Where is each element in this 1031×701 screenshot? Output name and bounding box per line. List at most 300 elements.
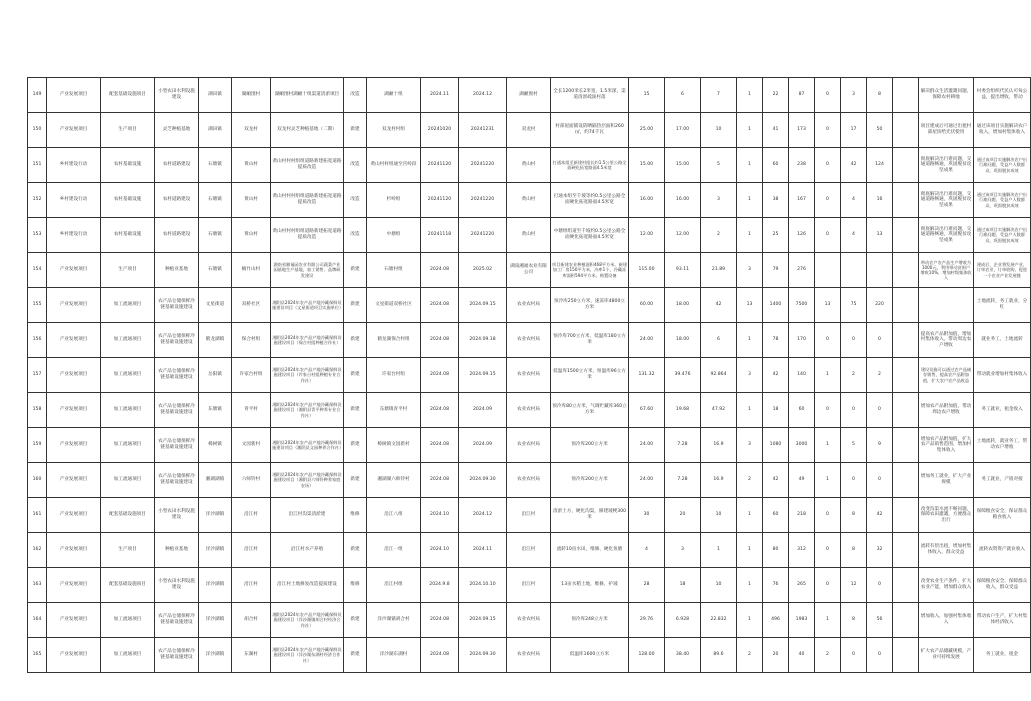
table-cell: 湘阴县2024年农产品产地冷藏保鲜设施建设项目（洋沙湖东湖村经济合作社）	[271, 638, 344, 673]
table-cell: 产业发展项目	[47, 533, 101, 568]
table-cell: 20	[763, 638, 789, 673]
table-cell: 打通本组至千坡等约0.5公里公路全面硬化拓宽路面4.5米宽	[551, 183, 629, 218]
table-cell: 38	[763, 183, 789, 218]
table-cell: 中塘组组道至千坡约0.5公里公路全面硬化拓宽路面4.5米宽	[551, 218, 629, 253]
table-cell: 10	[701, 498, 737, 533]
table-cell	[893, 568, 919, 603]
table-cell: 2024.12	[459, 498, 507, 533]
table-cell: 务工就业，产销对接	[974, 463, 1031, 498]
table-cell: 沿江村组	[367, 568, 421, 603]
table-cell: 石塘镇	[199, 218, 232, 253]
table-cell: 沿江八组	[367, 498, 421, 533]
table-cell: 流转有偿出租，增加村集体收入，群众受益	[919, 533, 974, 568]
table-cell: 78	[763, 323, 789, 358]
table-cell: 改造	[344, 78, 367, 113]
table-cell: 42	[867, 498, 893, 533]
table-cell: 农业农村局	[507, 393, 551, 428]
table-cell: 42	[763, 463, 789, 498]
table-cell: 18.00	[665, 288, 701, 323]
table-cell: 农村基础设施	[101, 218, 155, 253]
table-cell: 湖南湘福农业有限公司	[507, 253, 551, 288]
table-cell: 文园新村	[232, 428, 271, 463]
table-cell: 15.00	[629, 148, 665, 183]
table-cell: 115.00	[629, 253, 665, 288]
table-cell: 2024.08	[421, 253, 459, 288]
table-cell: 161	[28, 498, 47, 533]
table-cell: 8	[841, 498, 867, 533]
table-cell	[893, 393, 919, 428]
table-cell: 农业农村局	[507, 603, 551, 638]
table-cell: 沿江村沟渠清淤建	[271, 498, 344, 533]
table-cell: 157	[28, 358, 47, 393]
table-cell: 10	[701, 113, 737, 148]
table-cell: 楠竹山村	[232, 253, 271, 288]
table-cell: 洋沙湖镇胡合村	[367, 603, 421, 638]
table-cell: 1	[737, 148, 763, 183]
table-cell: 改变沟渠水流不畅问题，保障农田灌溉，方便群众出行	[919, 498, 974, 533]
table-cell: 种植业基地	[155, 533, 199, 568]
table-cell: 许家台村组	[367, 358, 421, 393]
table-cell: 扩大农产品储藏规模，产业可持续发展	[919, 638, 974, 673]
table-cell: 165	[28, 638, 47, 673]
table-cell: 农村基础设施	[101, 148, 155, 183]
table-cell: 149	[28, 78, 47, 113]
table-cell: 农村道路建设	[155, 218, 199, 253]
table-row	[28, 463, 1031, 498]
table-row	[28, 428, 1031, 463]
table-cell	[893, 533, 919, 568]
table-cell: 1983	[789, 603, 815, 638]
table-cell: 黄山村	[507, 218, 551, 253]
table-cell: 89.6	[701, 638, 737, 673]
table-cell: 保障粮食安全，保证群众粮食收入	[974, 498, 1031, 533]
table-cell: 产业发展项目	[47, 323, 101, 358]
table-cell: 项目建成后可通过出租村部屋顶给光伏使用	[919, 113, 974, 148]
table-cell: 9	[867, 428, 893, 463]
table-cell: 93.11	[665, 253, 701, 288]
table-cell: 16	[867, 183, 893, 218]
table-cell: 增加农产品附加值，带动周边农户增收	[919, 393, 974, 428]
table-cell: 务工就业，租金收入	[974, 393, 1031, 428]
table-cell: 小型农田水利设施建设	[155, 568, 199, 603]
table-cell: 2024.08	[421, 428, 459, 463]
table-cell: 石塘镇	[199, 183, 232, 218]
table-cell: 全长1200米长2米宽，1.5米深，渠道清淤疏浚村落	[551, 78, 629, 113]
table-cell: 24.00	[629, 428, 665, 463]
table-cell: 67.60	[629, 393, 665, 428]
table-cell: 农村道路建设	[155, 183, 199, 218]
table-cell: 沿江村	[507, 533, 551, 568]
table-cell: 79	[763, 253, 789, 288]
table-cell: 2	[737, 463, 763, 498]
table-cell: 湖田镇	[199, 78, 232, 113]
table-cell: 2024.09	[459, 393, 507, 428]
table-cell: 加工流通项目	[101, 463, 155, 498]
table-row	[28, 603, 1031, 638]
table-cell: 0	[867, 323, 893, 358]
table-cell: 4	[629, 533, 665, 568]
table-cell: 沿江村	[232, 568, 271, 603]
table-cell: 0	[815, 183, 841, 218]
table-cell: 16.9	[701, 463, 737, 498]
table-cell: 0	[815, 568, 841, 603]
table-cell: 黄山村村组通至宫岭段	[367, 148, 421, 183]
table-cell: 6	[701, 323, 737, 358]
table-cell: 5	[701, 148, 737, 183]
table-cell: 双桥社区	[232, 288, 271, 323]
table-cell: 通过该项目实施解决农户出行难问题，受益户人数群众，巩固脱贫成效	[974, 183, 1031, 218]
table-cell: 樟树镇	[199, 428, 232, 463]
table-cell: 农产品仓储保鲜冷链基础设施建设	[155, 603, 199, 638]
table-cell	[867, 253, 893, 288]
table-cell: 产业发展项目	[47, 358, 101, 393]
table-cell: 维修	[344, 498, 367, 533]
table-cell	[893, 183, 919, 218]
table-cell: 20241220	[459, 218, 507, 253]
table-cell: 19.68	[665, 393, 701, 428]
table-cell: 文星街道	[199, 288, 232, 323]
table-cell: 24.00	[629, 463, 665, 498]
table-cell: 8	[841, 533, 867, 568]
table-cell: 流转10亩水田，维修、硬化鱼塘	[551, 533, 629, 568]
table-cell: 2024.10	[421, 533, 459, 568]
table-cell: 4	[841, 218, 867, 253]
table-cell	[893, 148, 919, 183]
table-cell: 农产品仓储保鲜冷链基础设施建设	[155, 323, 199, 358]
table-cell: 2	[867, 358, 893, 393]
table-cell: 20241120	[421, 148, 459, 183]
table-cell: 农业农村局	[507, 463, 551, 498]
table-cell: 沿江村	[507, 568, 551, 603]
table-cell: 彻底解决出行难问题，交通道路畅通，巩固脱贫攻坚成果	[919, 183, 974, 218]
table-cell: 3000	[789, 428, 815, 463]
table-cell: 1	[701, 533, 737, 568]
table-row	[28, 638, 1031, 673]
table-cell: 10	[701, 568, 737, 603]
table-cell: 25.00	[629, 113, 665, 148]
table-cell: 2	[701, 218, 737, 253]
table-cell: 黄山村村村组组道路新建拓宽道路提质改造	[271, 148, 344, 183]
table-cell: 农业农村局	[507, 323, 551, 358]
table-cell: 1	[815, 463, 841, 498]
table-cell: 新建	[344, 113, 367, 148]
table-cell: 湘阴县2024年农产品产地冷藏保鲜设施建设项目（许家台村组种植专业合作社）	[271, 358, 344, 393]
table-cell: 0	[815, 218, 841, 253]
table-cell: 改变农业生产条件，扩大农业产能，增加群众收入	[919, 568, 974, 603]
table-cell: 40	[789, 638, 815, 673]
table-cell: 160	[28, 463, 47, 498]
table-cell: 17.00	[665, 113, 701, 148]
table-row	[28, 218, 1031, 253]
table-row	[28, 78, 1031, 113]
table-cell: 2024.08	[421, 323, 459, 358]
table-cell: 28	[629, 568, 665, 603]
table-cell: 新建	[344, 323, 367, 358]
table-cell: 2024.09.18	[459, 323, 507, 358]
table-cell: 加工流通项目	[101, 638, 155, 673]
table-cell: 18.00	[665, 323, 701, 358]
table-cell: 5	[841, 428, 867, 463]
table-cell: 2	[841, 358, 867, 393]
table-cell: 通过该项目实施解决农户出行难问题，受益户人数群众，巩固脱贫成效	[974, 218, 1031, 253]
table-cell: 18	[763, 393, 789, 428]
table-cell: 39.476	[665, 358, 701, 393]
table-cell: 0	[867, 638, 893, 673]
project-table	[27, 77, 1031, 673]
table-row	[28, 393, 1031, 428]
table-cell: 种植业基地	[155, 253, 199, 288]
table-cell: 新建	[344, 288, 367, 323]
table-cell: 产业发展项目	[47, 113, 101, 148]
table-cell: 青平村	[232, 393, 271, 428]
table-cell: 162	[28, 533, 47, 568]
table-cell: 新建	[344, 603, 367, 638]
table-cell: 打通本组至新建村组长约1.5公里公路全面硬化拓宽路面4.5米宽	[551, 148, 629, 183]
table-cell	[893, 323, 919, 358]
table-cell: 洋沙湖镇	[199, 533, 232, 568]
table-cell: 土地流转，务工就业，分红	[974, 288, 1031, 323]
table-cell: 农村基础设施	[101, 183, 155, 218]
table-cell: 中塘组	[367, 218, 421, 253]
table-row	[28, 358, 1031, 393]
table-cell: 双龙村灵芝种植基地（二期）	[271, 113, 344, 148]
table-cell: 60.00	[629, 288, 665, 323]
table-cell: 带动农户农产品生产增收为1000元，利用带动贫困户增收10%，增加村级集体收入	[919, 253, 974, 288]
table-cell: 双龙村	[507, 113, 551, 148]
table-cell: 1	[737, 393, 763, 428]
table-cell: 土地流转，就业务工，带动农户增收	[974, 428, 1031, 463]
table-cell: 洋沙湖镇	[199, 638, 232, 673]
table-cell: 许家台村组	[232, 358, 271, 393]
table-cell: 石塘镇	[199, 253, 232, 288]
table-cell: 黄山村	[507, 148, 551, 183]
table-cell: 3	[737, 358, 763, 393]
table-cell: 产业发展项目	[47, 638, 101, 673]
table-cell: 鹤龙湖镇	[199, 323, 232, 358]
table-cell: 3	[665, 533, 701, 568]
table-cell: 75	[841, 288, 867, 323]
table-cell: 新建	[344, 463, 367, 498]
table-cell	[893, 113, 919, 148]
table-cell: 沿江村土地修复改造提质建设	[271, 568, 344, 603]
table-cell: 新建	[344, 638, 367, 673]
table-cell: 保障粮食安全，保障群众收入，群众受益	[974, 568, 1031, 603]
table-cell: 0	[841, 323, 867, 358]
table-cell	[893, 358, 919, 393]
table-cell: 220	[867, 288, 893, 323]
table-cell: 1	[815, 603, 841, 638]
table-cell: 农产品仓储保鲜冷链基础设施建设	[155, 638, 199, 673]
table-cell: 湘阴县2024年农产品产地冷藏保鲜设施建设项目（湘阴县六师铃种养家庭农场）	[271, 463, 344, 498]
table-cell	[893, 603, 919, 638]
table-cell: 预冷库200立方米	[551, 463, 629, 498]
table-cell: 生产项目	[101, 253, 155, 288]
table-cell: 0	[815, 498, 841, 533]
table-cell: 151	[28, 148, 47, 183]
table-cell: 沿江村	[232, 533, 271, 568]
table-cell: 1	[737, 323, 763, 358]
table-cell: 村委会组织代民认可每公益，提出增收，带动	[974, 78, 1031, 113]
table-cell: 农产品仓储保鲜冷链基础设施建设	[155, 288, 199, 323]
table-cell: 0	[841, 638, 867, 673]
table-cell: 1	[737, 183, 763, 218]
table-cell: 13亩水稻土地，维修，护坡	[551, 568, 629, 603]
table-row	[28, 568, 1031, 603]
table-cell: 154	[28, 253, 47, 288]
table-cell: 产业发展项目	[47, 603, 101, 638]
table-cell: 新建	[344, 253, 367, 288]
table-cell: 洋沙湖东湖村	[367, 638, 421, 673]
table-cell: 加工流通项目	[101, 288, 155, 323]
table-cell: 农产品仓储保鲜冷链基础设施建设	[155, 428, 199, 463]
table-cell: 7	[701, 78, 737, 113]
table-cell: 13	[815, 288, 841, 323]
table-cell: 7.28	[665, 428, 701, 463]
table-cell: 2024.09.30	[459, 638, 507, 673]
table-cell: 20241231	[459, 113, 507, 148]
table-cell: 1	[737, 113, 763, 148]
table-cell: 农产品仓储保鲜冷链基础设施建设	[155, 358, 199, 393]
table-cell: 新建	[344, 393, 367, 428]
table-cell: 32	[867, 533, 893, 568]
table-cell: 164	[28, 603, 47, 638]
table-cell: 20241020	[421, 113, 459, 148]
table-cell: 42	[701, 288, 737, 323]
table-cell: 3	[701, 183, 737, 218]
table-cell: 12.00	[629, 218, 665, 253]
table-cell: 黄山村	[232, 148, 271, 183]
table-cell: 276	[789, 253, 815, 288]
table-cell: 42	[841, 148, 867, 183]
table-cell: 配套基础设施项目	[101, 498, 155, 533]
table-cell: 140	[789, 358, 815, 393]
table-cell: 洋沙湖镇	[199, 568, 232, 603]
table-cell: 湘阴县2024年农产品产地冷藏保鲜设施建设项目（湘阴县文园种养合作社）	[271, 428, 344, 463]
table-cell: 预冷库700立方米，低温库180立方米	[551, 323, 629, 358]
table-cell: 东塘镇青平村	[367, 393, 421, 428]
table-cell: 1	[737, 78, 763, 113]
table-cell: 维修	[344, 568, 367, 603]
table-cell: 沿江村	[507, 498, 551, 533]
table-cell: 低温库1600立方米	[551, 638, 629, 673]
table-cell: 湖頔围村	[507, 78, 551, 113]
table-cell: 湘湖湖六师铃村	[367, 463, 421, 498]
table-cell: 2024.10	[421, 498, 459, 533]
table-cell: 16.00	[665, 183, 701, 218]
table-cell: 20241118	[421, 218, 459, 253]
table-cell	[815, 253, 841, 288]
table-cell: 预冷库250立方米，速冻库4800立方米	[551, 288, 629, 323]
table-cell: 12.00	[665, 218, 701, 253]
table-cell: 156	[28, 323, 47, 358]
table-cell: 7500	[789, 288, 815, 323]
table-cell: 126	[789, 218, 815, 253]
table-cell: 黄山村	[232, 218, 271, 253]
table-cell: 238	[789, 148, 815, 183]
table-cell: 产业发展项目	[47, 498, 101, 533]
table-cell: 2	[737, 638, 763, 673]
table-cell: 加工流通项目	[101, 393, 155, 428]
table-cell: 灵芝种植基地	[155, 113, 199, 148]
table-cell: 8	[841, 603, 867, 638]
table-cell: 0	[867, 393, 893, 428]
table-cell: 村部屋面铺设防晒隔热层面积260㎡，约74千瓦	[551, 113, 629, 148]
table-cell: 60	[763, 148, 789, 183]
table-row	[28, 533, 1031, 568]
table-cell: 312	[789, 533, 815, 568]
table-cell: 改造	[344, 218, 367, 253]
table-cell: 1	[815, 358, 841, 393]
table-cell	[893, 78, 919, 113]
table-cell: 沿江村水产养殖	[271, 533, 344, 568]
table-cell: 彻底解决出行难问题，交通道路畅通，巩固脱贫攻坚成果	[919, 218, 974, 253]
table-cell: 产业发展项目	[47, 253, 101, 288]
table-cell: 496	[763, 603, 789, 638]
table-cell: 56	[867, 603, 893, 638]
table-cell: 0	[815, 323, 841, 358]
table-cell: 黄山村村村组组道路新建拓宽道路提质改造	[271, 183, 344, 218]
table-cell: 2	[815, 638, 841, 673]
table-cell: 2024.9.8	[421, 568, 459, 603]
table-cell: 低温库1500立方米，恒温库96立方米	[551, 358, 629, 393]
table-cell: 15.00	[665, 148, 701, 183]
table-cell: 产业发展项目	[47, 78, 101, 113]
table-cell: 务工就业，租金	[974, 638, 1031, 673]
table-cell: 增加农产品附加值，扩大农产品销售范围，增加村集体收入	[919, 428, 974, 463]
table-cell: 2024.09.15	[459, 358, 507, 393]
table-cell: 158	[28, 393, 47, 428]
table-cell: 六师铃村	[232, 463, 271, 498]
table-cell: 就业务工，土地流转	[974, 323, 1031, 358]
table-cell: 改造	[344, 183, 367, 218]
table-cell: 小型农田水利设施建设	[155, 78, 199, 113]
table-cell: 1	[815, 428, 841, 463]
table-cell: 2024.08	[421, 393, 459, 428]
table-cell: 农业农村局	[507, 358, 551, 393]
table-cell: 湘阴县2024年农产品产地冷藏保鲜设施建设项目（保合村组种植合作社）	[271, 323, 344, 358]
table-cell: 124	[867, 148, 893, 183]
table-cell: 湖南省湘福园农业有限公司蔬菜产业园基地生产基地，加工销售、品牌研发建设	[271, 253, 344, 288]
table-cell: 东湖村	[232, 638, 271, 673]
table-cell: 流转农资资产就业收入	[974, 533, 1031, 568]
table-cell: 128.00	[629, 638, 665, 673]
table-cell	[893, 638, 919, 673]
table-cell: 24.00	[629, 323, 665, 358]
table-cell: 60	[763, 498, 789, 533]
table-cell: 20241220	[459, 183, 507, 218]
table-cell: 80	[763, 533, 789, 568]
table-cell: 湘湖湖镇	[199, 463, 232, 498]
table-cell: 2024.08	[421, 638, 459, 673]
table-cell: 159	[28, 428, 47, 463]
table-cell: 0	[841, 463, 867, 498]
table-cell: 黄山村	[507, 183, 551, 218]
table-cell: 3	[737, 253, 763, 288]
table-cell: 2024.08	[421, 463, 459, 498]
table-cell: 30	[629, 498, 665, 533]
table-cell: 1	[737, 533, 763, 568]
table-cell: 1400	[763, 288, 789, 323]
table-cell: 0	[841, 393, 867, 428]
table-cell: 岳阳镇	[199, 358, 232, 393]
table-cell: 生产项目	[101, 533, 155, 568]
table-cell: 265	[789, 568, 815, 603]
table-cell: 50	[867, 113, 893, 148]
table-cell: 92.864	[701, 358, 737, 393]
table-cell	[919, 288, 974, 323]
table-cell: 配套基础设施项目	[101, 568, 155, 603]
table-cell: 2024.11	[459, 533, 507, 568]
